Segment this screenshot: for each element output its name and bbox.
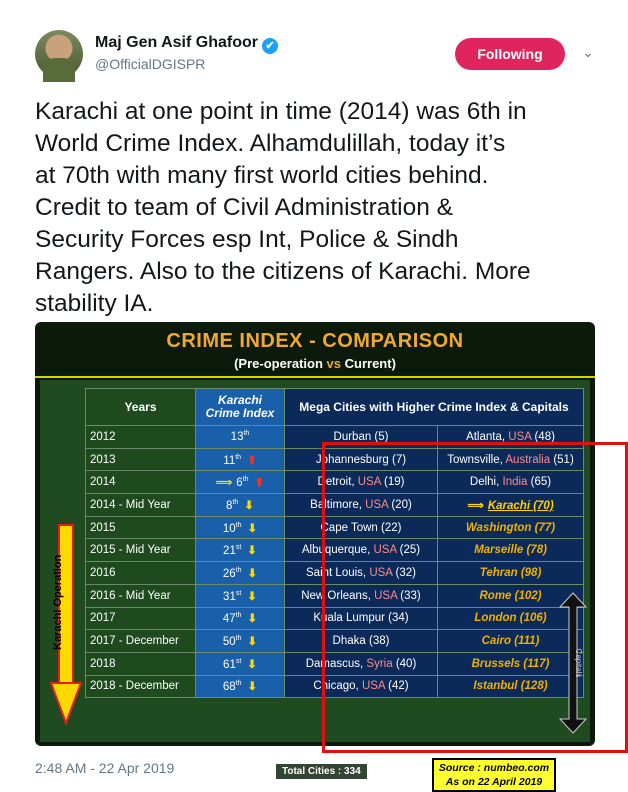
mega-text: Detroit,	[317, 476, 358, 489]
up-arrow-icon: ⬆	[254, 477, 265, 490]
subtitle-post: Current)	[341, 356, 396, 371]
down-arrow-icon: ⬇	[247, 681, 258, 694]
down-arrow-icon: ⬇	[247, 613, 258, 626]
cap-text: Atlanta,	[466, 430, 509, 443]
rank-value: 68	[222, 681, 236, 694]
cell-year: 2017 - December	[86, 630, 196, 653]
cell-year: 2015	[86, 516, 196, 539]
rank-suffix: th	[235, 521, 242, 529]
mega-text: Kuala Lumpur (34)	[313, 612, 409, 625]
rank-value: 61	[223, 658, 236, 671]
down-arrow-icon: ⬇	[244, 499, 254, 512]
subtitle-vs: vs	[326, 356, 342, 371]
verified-badge-icon: ✔	[262, 38, 278, 54]
cell-rank	[196, 630, 285, 653]
rank-suffix: st	[235, 544, 242, 552]
cap-country: USA	[508, 430, 532, 443]
total-cities: Total Cities : 334	[276, 764, 367, 779]
cell-year: 2014 - Mid Year	[86, 494, 196, 517]
cap-country: India	[502, 476, 528, 489]
rank-suffix: th	[235, 680, 242, 688]
rank-value: 26	[222, 567, 236, 580]
rank-suffix: th	[232, 499, 239, 507]
up-arrow-icon: ⬆	[247, 454, 257, 467]
cell-rank	[196, 471, 285, 494]
mega-text: Chicago,	[313, 680, 362, 693]
rank-value: 6	[236, 477, 243, 490]
cap-text: Marseille (78)	[474, 544, 547, 557]
cell-year: 2012	[86, 426, 196, 449]
rank-suffix: st	[235, 657, 242, 665]
right-arrow-icon: ⟹	[467, 499, 484, 512]
source-box	[432, 758, 556, 792]
cap-text: London (106)	[474, 612, 547, 625]
mega-count: (25)	[396, 544, 421, 557]
author-handle[interactable]: @OfficialDGISPR	[95, 56, 206, 72]
rank-suffix: th	[235, 453, 242, 461]
mega-text: Baltimore,	[310, 498, 366, 511]
cell-year: 2013	[86, 448, 196, 471]
cell-rank	[196, 652, 285, 675]
mega-count: (40)	[392, 657, 417, 670]
cell-rank	[196, 494, 285, 517]
rank-value: 47	[222, 613, 236, 626]
rank-value: 10	[222, 522, 236, 535]
cap-count: (65)	[527, 476, 552, 489]
down-arrow-icon: ⬇	[247, 658, 257, 671]
cell-rank	[196, 607, 285, 630]
cap-text: Townsville,	[447, 453, 506, 466]
mega-text: Damascus,	[305, 657, 367, 670]
cell-year: 2016	[86, 562, 196, 585]
cap-text: Rome (102)	[479, 589, 542, 602]
cell-rank	[196, 584, 285, 607]
down-arrow-icon: ⬇	[247, 545, 257, 558]
mega-text: Johannesburg (7)	[315, 453, 407, 466]
rank-value: 31	[223, 590, 236, 603]
cap-text: Karachi (70)	[487, 499, 554, 512]
mega-count: (42)	[384, 680, 409, 693]
header-karachi	[196, 389, 285, 426]
cell-rank	[196, 675, 285, 698]
mega-country: USA	[373, 544, 397, 557]
cell-year: 2014	[86, 471, 196, 494]
down-arrow-icon: ⬇	[247, 590, 257, 603]
down-arrow-icon: ⬇	[247, 522, 258, 535]
avatar[interactable]	[35, 30, 83, 78]
graphic-title: CRIME INDEX - COMPARISON	[166, 330, 464, 352]
mega-text: Albuquerque,	[301, 544, 374, 557]
down-arrow-icon: ⬇	[247, 636, 258, 649]
author-name-text[interactable]: Maj Gen Asif Ghafoor	[95, 34, 258, 51]
following-button[interactable]: Following	[455, 38, 565, 70]
capitals-label: Capitals	[574, 648, 583, 678]
cell-year: 2017	[86, 607, 196, 630]
cell-rank	[196, 516, 285, 539]
cap-country: Australia	[505, 453, 551, 466]
rank-value: 11	[223, 454, 236, 467]
cell-year: 2018 - December	[86, 675, 196, 698]
divider	[35, 376, 595, 378]
table-header-row	[86, 389, 584, 426]
mega-count: (19)	[380, 476, 405, 489]
timestamp[interactable]: 2:48 AM - 22 Apr 2019	[35, 760, 175, 776]
graphic-subtitle	[35, 356, 595, 371]
cap-text: Delhi,	[469, 476, 503, 489]
source-line1: Source : numbeo.com	[438, 762, 550, 774]
cap-text: Brussels (117)	[471, 657, 550, 670]
author-name[interactable]	[95, 34, 278, 54]
cap-text: Istanbul (128)	[473, 680, 548, 693]
tweet-text: Karachi at one point in time (2014) was 6th in World Crime Index. Alhamdulillah, today it’s at 70th with many first world cities behind. Credit to team of Civil Administration & Security Forces esp Int, Police & Sindh Rangers. Also to the citizens of Karachi. More stability IA.	[35, 98, 531, 317]
mega-country: USA	[374, 589, 398, 602]
subtitle-pre: (Pre-operation	[234, 356, 327, 371]
mega-text: Cape Town (22)	[320, 521, 402, 534]
header-karachi-line1: Karachi	[217, 393, 263, 407]
mega-country: USA	[361, 680, 385, 693]
right-arrow-icon: ⟹	[215, 477, 233, 490]
cell-rank	[196, 426, 285, 449]
rank-suffix: th	[242, 476, 249, 484]
cap-text: Cairo (111)	[481, 635, 540, 648]
rank-suffix: th	[243, 430, 250, 438]
operation-label: Karachi Operation	[52, 554, 64, 650]
rank-suffix: th	[235, 612, 242, 620]
cap-count: (48)	[531, 430, 555, 443]
header-karachi-line2: Crime Index	[205, 406, 275, 420]
source-line2: As on 22 April 2019	[445, 776, 543, 788]
mega-count: (32)	[392, 566, 416, 579]
mega-country: USA	[357, 476, 381, 489]
cell-year: 2018	[86, 652, 196, 675]
rank-suffix: th	[235, 567, 242, 575]
cell-rank	[196, 448, 285, 471]
rank-value: 13	[230, 431, 244, 444]
cell-year: 2015 - Mid Year	[86, 539, 196, 562]
mega-count: (33)	[397, 589, 421, 602]
cell-year: 2016 - Mid Year	[86, 584, 196, 607]
rank-value: 8	[226, 499, 233, 512]
mega-text: Durban (5)	[333, 430, 389, 443]
down-arrow-icon: ⬇	[247, 567, 258, 580]
header-years: Years	[86, 389, 196, 426]
cap-text: Washington (77)	[465, 521, 556, 534]
mega-count: (20)	[388, 498, 412, 511]
mega-country: USA	[365, 498, 389, 511]
cap-count: (51)	[550, 453, 574, 466]
rank-suffix: th	[235, 635, 242, 643]
rank-suffix: st	[235, 589, 242, 597]
mega-country: USA	[369, 566, 393, 579]
mega-country: Syria	[366, 657, 393, 670]
chevron-down-icon[interactable]: ⌄	[582, 44, 594, 60]
cell-rank	[196, 539, 285, 562]
cap-text: Tehran (98)	[479, 566, 542, 579]
rank-value: 21	[223, 545, 236, 558]
mega-text: New Orleans,	[301, 589, 375, 602]
cell-rank	[196, 562, 285, 585]
tweet-header	[35, 30, 595, 80]
mega-text: Dhaka (38)	[332, 635, 390, 648]
capitals-arrow-icon	[558, 593, 588, 733]
rank-value: 50	[222, 636, 236, 649]
mega-text: Saint Louis,	[306, 566, 370, 579]
header-mega: Mega Cities with Higher Crime Index & Capitals	[285, 389, 584, 426]
